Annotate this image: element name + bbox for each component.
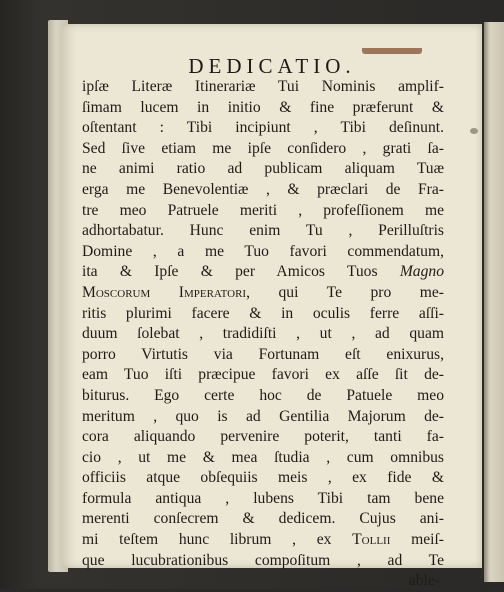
text-line [82, 386, 444, 407]
text-line [82, 345, 444, 366]
text-segment: tre meo Patruele meriti , profeſſionem me [82, 201, 444, 219]
text-line [82, 407, 444, 428]
text-segment: porro Virtutis via Fortunam eſt enixurus, [82, 345, 444, 363]
text-line [82, 427, 444, 448]
text-segment: Tollii [352, 531, 391, 549]
text-segment: ne animi ratio ad publicam aliquam Tuæ [82, 160, 444, 178]
text-line [82, 159, 444, 180]
text-segment: ritis plurimi facere & in oculis ferre aſſi- [82, 304, 444, 322]
text-line [82, 201, 444, 222]
text-line [82, 365, 444, 386]
text-line [82, 324, 444, 345]
text-segment: duum ſolebat , tradidiſti , ut , ad quam [82, 325, 444, 343]
text-segment: Moscorum Imperatori [82, 283, 247, 301]
text-line [82, 77, 444, 98]
text-line [82, 221, 444, 242]
text-segment: Domine , a me Tuo favori commendatum, [82, 242, 444, 260]
text-segment: oſtentant : Tibi incipiunt , Tibi deſinunt. [82, 119, 444, 137]
page-header: DEDICATIO. [188, 54, 356, 78]
text-segment: Sed ſive etiam me ipſe conſidero , grati ſa- [82, 139, 444, 157]
text-segment: formula antiqua , lubens Tibi tam bene [82, 489, 444, 507]
text-line [82, 262, 444, 283]
text-line [82, 468, 444, 489]
ink-stain [470, 128, 478, 134]
adjacent-page-edge [484, 22, 504, 582]
text-segment: meritum , quo is ad Gentilia Majorum de- [82, 407, 444, 425]
text-segment: ſimam lucem in initio & fine præferunt & [82, 98, 444, 116]
text-segment: cio , ut me & mea ſtudia , cum omnibus [82, 448, 444, 466]
text-segment: que lucubrationibus compoſitum , ad Te [82, 551, 444, 569]
text-segment: adhortabatur. Hunc enim Tu , Perilluſtris [82, 222, 444, 240]
text-segment: biturus. Ego certe hoc de Patuele meo [82, 386, 444, 404]
text-line [82, 530, 444, 551]
text-segment: officiis atque obſequiis meis , ex fide & [82, 469, 444, 487]
text-segment: merenti conſecrem & dedicem. Cujus ani- [82, 510, 444, 528]
text-line [82, 98, 444, 119]
text-line [82, 242, 444, 263]
text-line [82, 509, 444, 530]
text-line [82, 551, 444, 572]
text-line [82, 283, 444, 304]
text-segment: cora aliquando pervenire poterit, tanti fa- [82, 428, 444, 446]
text-line [82, 118, 444, 139]
text-segment: , qui Te pro me- [246, 283, 444, 301]
text-line [82, 180, 444, 201]
text-segment: able- [408, 572, 440, 590]
body-text [82, 77, 444, 592]
text-segment: Magno [399, 263, 444, 281]
text-segment: mi teſtem hunc librum , ex [82, 531, 353, 549]
text-line [82, 304, 444, 325]
text-segment: meiſ- [390, 531, 444, 549]
text-segment: ipſæ Literæ Itinerariæ Tui Nominis amplif- [82, 78, 444, 95]
text-segment: eam Tuo iſti præcipue favori ex aſſe ſit de- [82, 366, 444, 384]
text-segment: ita & Ipſe & per Amicos Tuos [82, 263, 400, 281]
text-segment: erga me Benevolentiæ , & præclari de Fra- [82, 180, 444, 198]
text-line [82, 139, 444, 160]
text-line [82, 448, 444, 469]
text-line [82, 489, 444, 510]
